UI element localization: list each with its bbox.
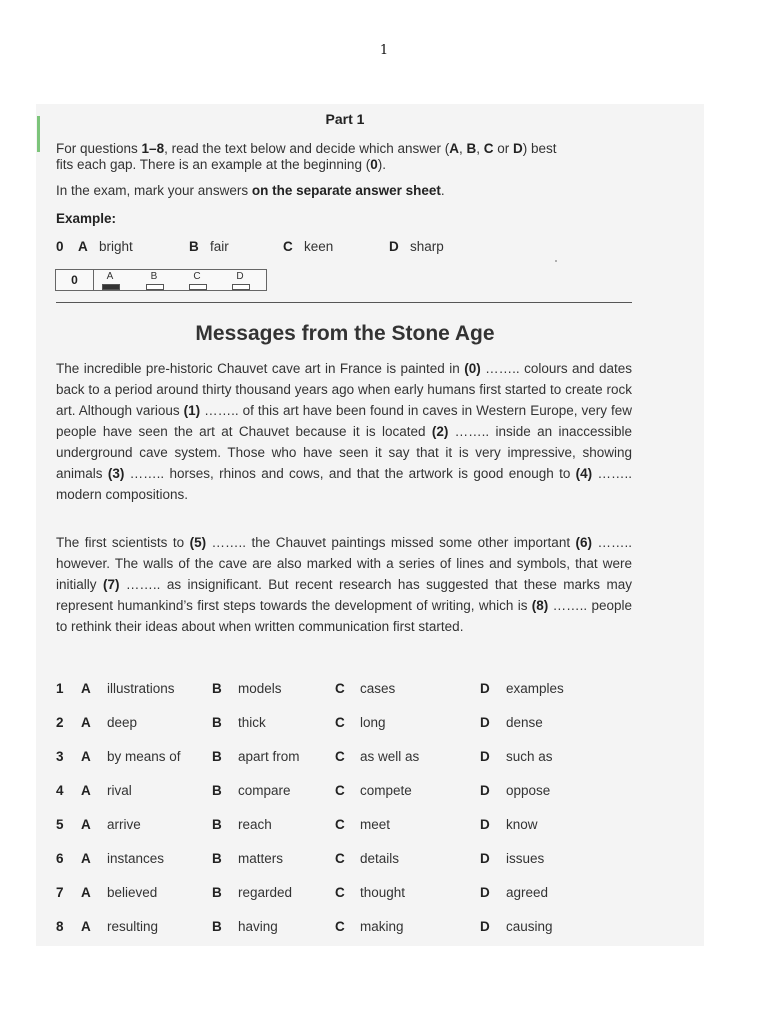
example-option-a: A bright xyxy=(78,239,133,254)
divider xyxy=(56,302,632,303)
question-row: 5 A arrive B reach C meet D know xyxy=(56,817,538,832)
example-option-b: B fair xyxy=(189,239,229,254)
example-option-c: C keen xyxy=(283,239,334,254)
example-option-d: D sharp xyxy=(389,239,444,254)
exam-instructions: In the exam, mark your answers on the separate answer sheet. xyxy=(56,183,445,198)
scan-speck xyxy=(555,260,557,262)
question-row: 6 A instances B matters C details D issues xyxy=(56,851,545,866)
question-row: 1 A illustrations B models C cases D examples xyxy=(56,681,564,696)
question-row: 3 A by means of B apart from C as well as D such as xyxy=(56,749,553,764)
question-row: 8 A resulting B having C making D causing xyxy=(56,919,553,934)
answer-mark-c xyxy=(189,284,207,290)
part-title: Part 1 xyxy=(325,111,365,127)
answer-mark-a xyxy=(102,284,120,290)
answer-box-letter-b: B xyxy=(150,271,158,282)
example-answer-box xyxy=(55,269,267,291)
answer-box-letter-d: D xyxy=(236,271,244,282)
passage-paragraph-1: The incredible pre-historic Chauvet cave art in France is painted in (0) …….. colours and dates back to a period around thirty thousand years ago when early humans first started to create rock art. Although various (1) …….. of this art have been found in caves in Western Europe, very few people have seen the art at Chauvet because it is located (2) …….. inside an inaccessible underground cave system. Those who have seen it say that it is very impressive, showing animals (3) …….. horses, rhinos and cows, and that the artwork is good enough to (4) …….. modern compositions. xyxy=(56,361,633,502)
passage-paragraph-2: The first scientists to (5) …….. the Chauvet paintings missed some other important (6) …….. however. The walls of the cave are also marked with a series of lines and symbols, that were initially (7) …….. as insignificant. But recent research has suggested that these marks may represent humankind’s first steps towards the development of writing, which is (8) …….. people to rethink their ideas about when written communication first started. xyxy=(56,535,633,634)
instructions-text: For questions 1–8, read the text below and decide which answer (A, B, C or D) best fits each gap. There is an example at the beginning (0). xyxy=(56,141,557,172)
answer-mark-d xyxy=(232,284,250,290)
answer-mark-b xyxy=(146,284,164,290)
answer-box-letter-c: C xyxy=(193,271,201,282)
question-row: 2 A deep B thick C long D dense xyxy=(56,715,543,730)
question-row: 4 A rival B compare C compete D oppose xyxy=(56,783,551,798)
answer-box-number: 0 xyxy=(56,270,94,290)
page-number: 1 xyxy=(379,43,389,58)
example-number: 0 xyxy=(56,239,64,254)
passage-title: Messages from the Stone Age xyxy=(195,322,495,345)
question-row: 7 A believed B regarded C thought D agreed xyxy=(56,885,549,900)
answer-box-letter-a: A xyxy=(106,271,114,282)
example-label: Example: xyxy=(56,211,117,226)
